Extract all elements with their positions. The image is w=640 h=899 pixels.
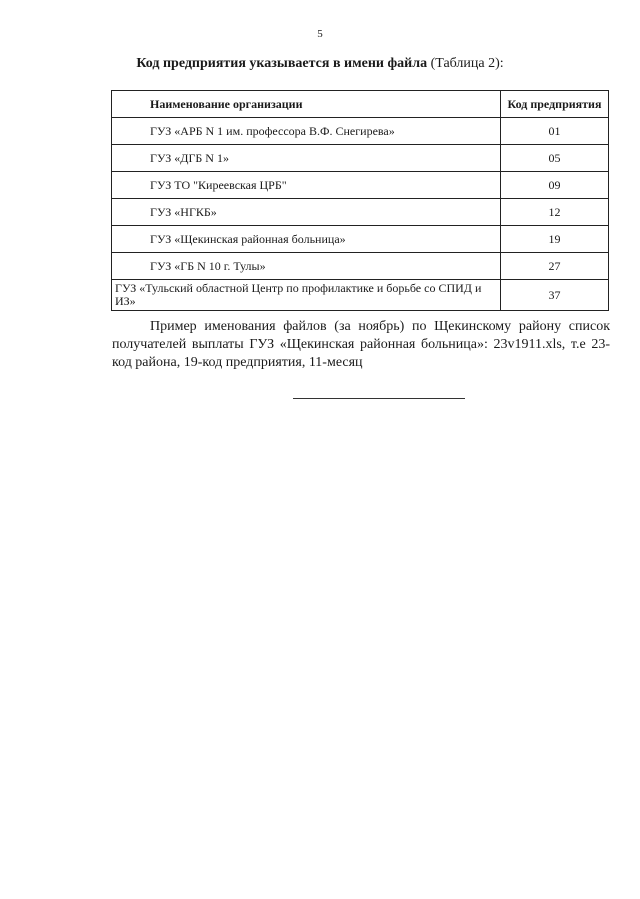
heading-bold-text: Код предприятия указывается в имени файла — [136, 56, 428, 71]
table-row — [112, 253, 609, 280]
organization-code-table — [111, 90, 609, 311]
table-header-row — [112, 91, 609, 118]
org-code-cell: 01 — [501, 118, 609, 145]
org-name-cell: ГУЗ «ДГБ N 1» — [112, 145, 501, 172]
header-organization-name: Наименование организации — [112, 91, 501, 118]
file-naming-example-paragraph — [112, 318, 610, 372]
org-name-cell: ГУЗ «ГБ N 10 г. Тулы» — [112, 253, 501, 280]
section-heading — [0, 56, 640, 72]
header-enterprise-code: Код предприятия — [501, 91, 609, 118]
org-code-cell: 37 — [501, 280, 609, 311]
end-divider-line — [293, 398, 465, 399]
table-row — [112, 199, 609, 226]
org-name-cell: ГУЗ «АРБ N 1 им. профессора В.Ф. Снегирева» — [112, 118, 501, 145]
org-name-cell: ГУЗ «НГКБ» — [112, 199, 501, 226]
table-row — [112, 145, 609, 172]
org-code-cell: 27 — [501, 253, 609, 280]
org-name-cell: ГУЗ ТО "Киреевская ЦРБ" — [112, 172, 501, 199]
org-code-cell: 19 — [501, 226, 609, 253]
heading-normal-text: (Таблица 2): — [427, 56, 504, 71]
table-row — [112, 172, 609, 199]
org-code-cell: 05 — [501, 145, 609, 172]
page-number: 5 — [317, 28, 323, 40]
table-row — [112, 118, 609, 145]
org-code-cell: 09 — [501, 172, 609, 199]
org-name-cell: ГУЗ «Щекинская районная больница» — [112, 226, 501, 253]
table-row — [112, 226, 609, 253]
example-text: Пример именования файлов (за ноябрь) по Щекинскому району список получателей выплаты ГУЗ «Щекинская районная больница»: 23v1911.xls, т.е 23-код района, 19-код предприятия, 11-месяц — [112, 319, 610, 370]
table-row — [112, 280, 609, 311]
org-code-cell: 12 — [501, 199, 609, 226]
org-name-cell: ГУЗ «Тульский областной Центр по профилактике и борьбе со СПИД и ИЗ» — [112, 280, 501, 311]
